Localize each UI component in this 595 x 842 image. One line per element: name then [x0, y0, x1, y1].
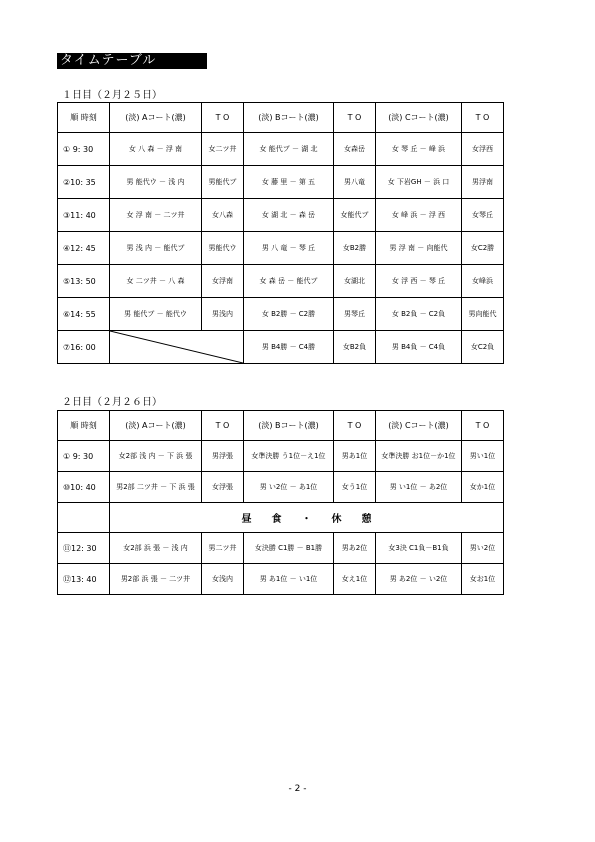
empty-slot — [110, 331, 244, 364]
time-cell — [58, 503, 110, 533]
court-a-match: 女2部 浅 内 － 下 浜 張 — [110, 441, 202, 472]
court-a-to: 男浅内 — [202, 298, 244, 331]
court-c-to: 女浮西 — [462, 133, 504, 166]
court-b-to: 女B2勝 — [334, 232, 376, 265]
day2-timetable — [57, 410, 504, 595]
time-cell: ③11: 40 — [58, 199, 110, 232]
court-c-match: 女3決 C1負－B1負 — [376, 533, 462, 564]
court-a-to: 男能代ブ — [202, 166, 244, 199]
court-a-match: 女 二ツ井 － 八 森 — [110, 265, 202, 298]
court-c-to: 女琴丘 — [462, 199, 504, 232]
court-c-match: 男 B4負 － C4負 — [376, 331, 462, 364]
time-cell: ⑪12: 30 — [58, 533, 110, 564]
header-time: 順 時刻 — [58, 103, 110, 133]
court-b-to: 女湖北 — [334, 265, 376, 298]
header-court-c: (淡) Cコート(濃) — [376, 411, 462, 441]
court-c-to: 男向能代 — [462, 298, 504, 331]
day2-label: ２日目（２月２６日） — [62, 397, 162, 408]
lunch-row — [58, 503, 504, 533]
court-a-match: 男2部 浜 張 － 二ツ井 — [110, 564, 202, 595]
time-cell: ⑦16: 00 — [58, 331, 110, 364]
header-court-c: (淡) Cコート(濃) — [376, 103, 462, 133]
court-c-match: 男 い1位 － あ2位 — [376, 472, 462, 503]
court-c-to: 女か1位 — [462, 472, 504, 503]
court-c-to: 女C2勝 — [462, 232, 504, 265]
header-to-b: T O — [334, 103, 376, 133]
table-row — [58, 564, 504, 595]
court-b-to: 女う1位 — [334, 472, 376, 503]
court-a-match: 男 能代ブ － 能代ウ — [110, 298, 202, 331]
time-cell: ⑫13: 40 — [58, 564, 110, 595]
court-b-match: 男 B4勝 － C4勝 — [244, 331, 334, 364]
court-c-match: 男 あ2位 － い2位 — [376, 564, 462, 595]
court-c-match: 女 B2負 － C2負 — [376, 298, 462, 331]
time-cell: ⑤13: 50 — [58, 265, 110, 298]
court-b-match: 女 藤 里 － 第 五 — [244, 166, 334, 199]
header-time: 順 時刻 — [58, 411, 110, 441]
table-row — [58, 232, 504, 265]
header-to-c: T O — [462, 103, 504, 133]
court-a-to: 男能代ウ — [202, 232, 244, 265]
diagonal-line — [110, 331, 243, 363]
court-b-match: 男 八 竜 － 琴 丘 — [244, 232, 334, 265]
court-b-match: 女 能代ブ － 湖 北 — [244, 133, 334, 166]
court-a-match: 女 浮 南 － 二ツ井 — [110, 199, 202, 232]
court-c-to: 女C2負 — [462, 331, 504, 364]
court-b-to: 男あ1位 — [334, 441, 376, 472]
court-a-to: 女浮張 — [202, 472, 244, 503]
page-number: - 2 - — [288, 784, 307, 794]
header-to-b: T O — [334, 411, 376, 441]
time-cell: ① 9: 30 — [58, 133, 110, 166]
table-row — [58, 533, 504, 564]
court-c-match: 女準決勝 お1位－か1位 — [376, 441, 462, 472]
court-c-match: 女 琴 丘 － 峰 浜 — [376, 133, 462, 166]
court-b-match: 女決勝 C1勝 － B1勝 — [244, 533, 334, 564]
court-a-match: 男 能代ウ － 浅 内 — [110, 166, 202, 199]
court-b-to: 女能代ブ — [334, 199, 376, 232]
table-row — [58, 331, 504, 364]
day1-label: １日目（２月２５日） — [62, 90, 162, 101]
court-b-match: 女 森 岳 － 能代ブ — [244, 265, 334, 298]
court-b-match: 女 湖 北 － 森 岳 — [244, 199, 334, 232]
court-c-to: 男浮南 — [462, 166, 504, 199]
court-b-match: 男 い2位 － あ1位 — [244, 472, 334, 503]
court-a-to: 男浮張 — [202, 441, 244, 472]
court-b-to: 男あ2位 — [334, 533, 376, 564]
court-b-match: 女 B2勝 － C2勝 — [244, 298, 334, 331]
court-a-to: 女浅内 — [202, 564, 244, 595]
court-c-to: 男い2位 — [462, 533, 504, 564]
table-row — [58, 166, 504, 199]
header-court-a: (淡) Aコート(濃) — [110, 411, 202, 441]
lunch-break: 昼 食 ・ 休 憩 — [110, 503, 504, 533]
court-a-to: 女八森 — [202, 199, 244, 232]
court-b-to: 女え1位 — [334, 564, 376, 595]
page-title: タイムテーブル — [57, 53, 207, 69]
header-to-c: T O — [462, 411, 504, 441]
court-c-to: 女お1位 — [462, 564, 504, 595]
court-b-to: 男八竜 — [334, 166, 376, 199]
court-b-to: 女B2負 — [334, 331, 376, 364]
header-to-a: T O — [202, 103, 244, 133]
court-a-to: 男二ツ井 — [202, 533, 244, 564]
court-c-match: 女 浮 西 － 琴 丘 — [376, 265, 462, 298]
table-row — [58, 265, 504, 298]
table-row — [58, 298, 504, 331]
header-court-a: (淡) Aコート(濃) — [110, 103, 202, 133]
court-c-match: 男 浮 南 － 向能代 — [376, 232, 462, 265]
court-c-to: 女峰浜 — [462, 265, 504, 298]
time-cell: ⑥14: 55 — [58, 298, 110, 331]
court-c-to: 男い1位 — [462, 441, 504, 472]
time-cell: ②10: 35 — [58, 166, 110, 199]
court-a-to: 女二ツ井 — [202, 133, 244, 166]
court-c-match: 女 下岩GH － 浜 口 — [376, 166, 462, 199]
table-row — [58, 199, 504, 232]
time-cell: ⑩10: 40 — [58, 472, 110, 503]
table-row — [58, 441, 504, 472]
time-cell: ④12: 45 — [58, 232, 110, 265]
court-a-match: 男 浅 内 － 能代ブ — [110, 232, 202, 265]
court-a-match: 男2部 二ツ井 － 下 浜 張 — [110, 472, 202, 503]
court-a-to: 女浮南 — [202, 265, 244, 298]
court-a-match: 女2部 浜 張 － 浅 内 — [110, 533, 202, 564]
court-a-match: 女 八 森 － 浮 南 — [110, 133, 202, 166]
header-court-b: (淡) Bコート(濃) — [244, 411, 334, 441]
day1-timetable — [57, 102, 504, 364]
court-c-match: 女 峰 浜 － 浮 西 — [376, 199, 462, 232]
header-court-b: (淡) Bコート(濃) — [244, 103, 334, 133]
court-b-to: 女森岳 — [334, 133, 376, 166]
time-cell: ① 9: 30 — [58, 441, 110, 472]
court-b-to: 男琴丘 — [334, 298, 376, 331]
table-row — [58, 472, 504, 503]
header-to-a: T O — [202, 411, 244, 441]
court-b-match: 女準決勝 う1位－え1位 — [244, 441, 334, 472]
court-b-match: 男 あ1位 － い1位 — [244, 564, 334, 595]
table-row — [58, 133, 504, 166]
